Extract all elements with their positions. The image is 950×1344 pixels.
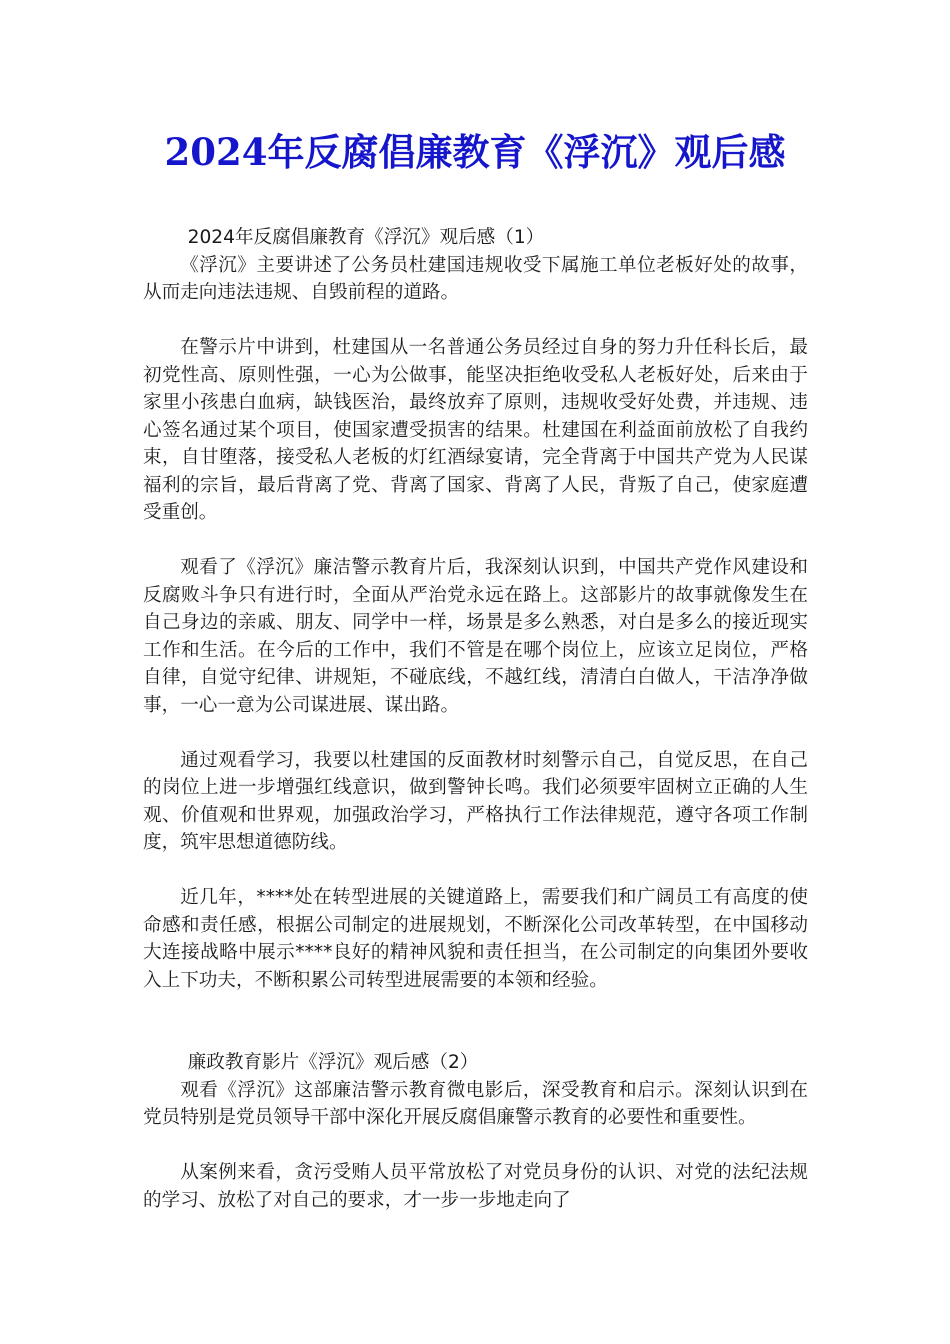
- paragraph-spacer: [143, 857, 808, 885]
- section-heading-1: 2024年反腐倡廉教育《浮沉》观后感（1）: [187, 227, 545, 248]
- section-heading-2: 廉政教育影片《浮沉》观后感（2）: [187, 1052, 479, 1073]
- paragraph: 从案例来看，贪污受贿人员平常放松了对党员身份的认识、对党的法纪法规的学习、放松了对自己的要求，才一步一步地走向了: [143, 1162, 808, 1211]
- paragraph: 在警示片中讲到，杜建国从一名普通公务员经过自身的努力升任科长后，最初党性高、原则性强，一心为公做事，能坚决拒绝收受私人老板好处，后来由于家里小孩患白血病，缺钱医治，最终放弃了原则，违规收受好处费，并违规、违心签名通过某个项目，使国家遭受损害的结果。杜建国在利益面前放松了自我约束，自甘堕落，接受私人老板的灯红酒绿宴请，完全背离于中国共产党为人民谋福利的宗旨，最后背离了党、背离了国家、背离了人民，背叛了自己，使家庭遭受重创。: [143, 337, 808, 523]
- document-body: [143, 224, 808, 1214]
- paragraph: 近几年，****处在转型进展的关键道路上，需要我们和广阔员工有高度的使命感和责任感，根据公司制定的进展规划，不断深化公司改革转型，在中国移动大连接战略中展示****良好的精神风貌和责任担当，在公司制定的向集团外要收入上下功夫，不断积累公司转型进展需要的本领和经验。: [143, 887, 808, 991]
- paragraph-spacer: [143, 719, 808, 747]
- document-title: 2024年反腐倡廉教育《浮沉》观后感: [164, 130, 786, 174]
- section-spacer: [143, 994, 808, 1049]
- paragraph-spacer: [143, 307, 808, 335]
- paragraph: 通过观看学习，我要以杜建国的反面教材时刻警示自己，自觉反思，在自己的岗位上进一步增强红线意识，做到警钟长鸣。我们必须要牢固树立正确的人生观、价值观和世界观，加强政治学习，严格执行工作法律规范，遵守各项工作制度，筑牢思想道德防线。: [143, 749, 808, 853]
- paragraph: 观看《浮沉》这部廉洁警示教育微电影后，深受教育和启示。深刻认识到在党员特别是党员领导干部中深化开展反腐倡廉警示教育的必要性和重要性。: [143, 1079, 808, 1128]
- paragraph: 《浮沉》主要讲述了公务员杜建国违规收受下属施工单位老板好处的故事，从而走向违法违规、自毁前程的道路。: [143, 254, 808, 303]
- paragraph-spacer: [143, 1132, 808, 1160]
- paragraph-spacer: [143, 527, 808, 555]
- paragraph: 观看了《浮沉》廉洁警示教育片后，我深刻认识到，中国共产党作风建设和反腐败斗争只有进行时，全面从严治党永远在路上。这部影片的故事就像发生在自己身边的亲戚、朋友、同学中一样，场景是多么熟悉，对白是多么的接近现实工作和生活。在今后的工作中，我们不管是在哪个岗位上，应该立足岗位，严格自律，自觉守纪律、讲规矩，不碰底线，不越红线，清清白白做人，干洁净净做事，一心一意为公司谋进展、谋出路。: [143, 557, 808, 716]
